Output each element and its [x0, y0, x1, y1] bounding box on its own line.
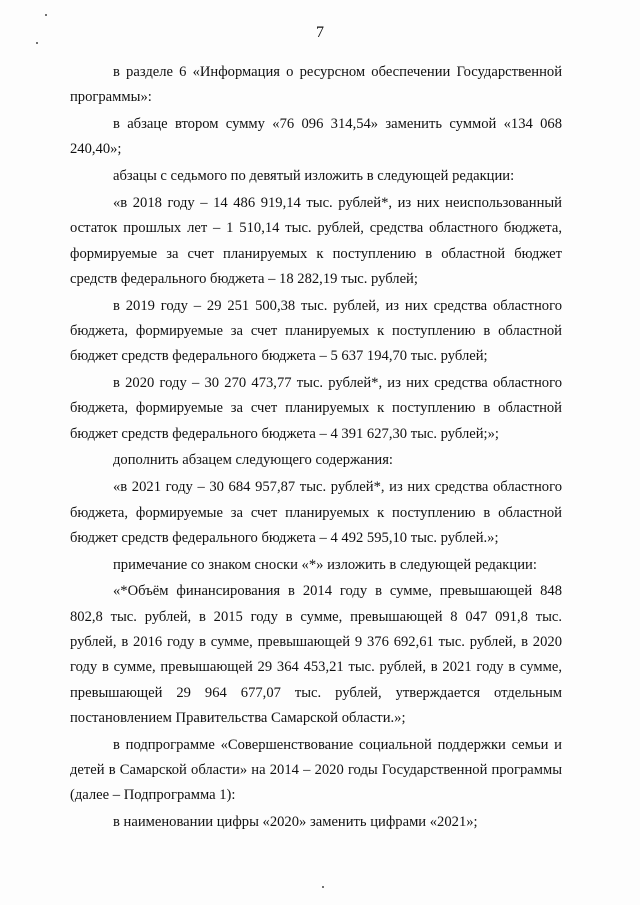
scan-speck — [322, 886, 324, 888]
paragraph: в 2020 году – 30 270 473,77 тыс. рублей*, из них средства областного бюджета, формируемые за счет планируемых к поступлению в областной бюджет средств федерального бюджета – 4 391 627,30 тыс. рублей;»; — [70, 375, 562, 442]
paragraph: в наименовании цифры «2020» заменить цифрами «2021»; — [113, 814, 478, 831]
scan-speck — [36, 42, 38, 44]
document-body — [70, 60, 562, 837]
paragraph: дополнить абзацем следующего содержания: — [113, 452, 393, 469]
paragraph: абзацы с седьмого по девятый изложить в следующей редакции: — [113, 168, 515, 185]
paragraph: «в 2018 году – 14 486 919,14 тыс. рублей*, из них неиспользованный остаток прошлых лет – 1 510,14 тыс. рублей, средства областного бюджета, формируемые за счет планируемых к поступлению в областной бюджет средств федерального бюджета – 18 282,19 тыс. рублей; — [70, 194, 562, 287]
paragraph: в абзаце втором сумму «76 096 314,54» заменить суммой «134 068 240,40»; — [70, 116, 562, 158]
scan-speck — [45, 14, 47, 16]
page-number: 7 — [316, 24, 324, 41]
paragraph: примечание со знаком сноски «*» изложить в следующей редакции: — [113, 556, 537, 573]
paragraph: в разделе 6 «Информация о ресурсном обеспечении Государственной программы»: — [70, 64, 562, 106]
paragraph: в 2019 году – 29 251 500,38 тыс. рублей, из них средства областного бюджета, формируемые за счет планируемых к поступлению в областной бюджет средств федерального бюджета – 5 637 194,70 тыс. рублей; — [70, 297, 562, 365]
paragraph: «*Объём финансирования в 2014 году в сумме, превышающей 848 802,8 тыс. рублей, в 2015 году в сумме, превышающей 8 047 091,8 тыс. рублей, в 2016 году в сумме, превышающей 9 376 692,61 тыс. рублей, в 2020 году в сумме, превышающей 29 364 453,21 тыс. рублей, в 2021 году в сумме, превышающей 29 964 677,07 тыс. рублей, утверждается отдельным постановлением Правительства Самарской области.»; — [70, 583, 562, 726]
paragraph: в подпрограмме «Совершенствование социальной поддержки семьи и детей в Самарской области» на 2014 – 2020 годы Государственной программы (далее – Подпрограмма 1): — [70, 736, 562, 804]
paragraph: «в 2021 году – 30 684 957,87 тыс. рублей*, из них средства областного бюджета, формируемые за счет планируемых к поступлению в областной бюджет средств федерального бюджета – 4 492 595,10 тыс. рублей.»; — [70, 479, 562, 546]
